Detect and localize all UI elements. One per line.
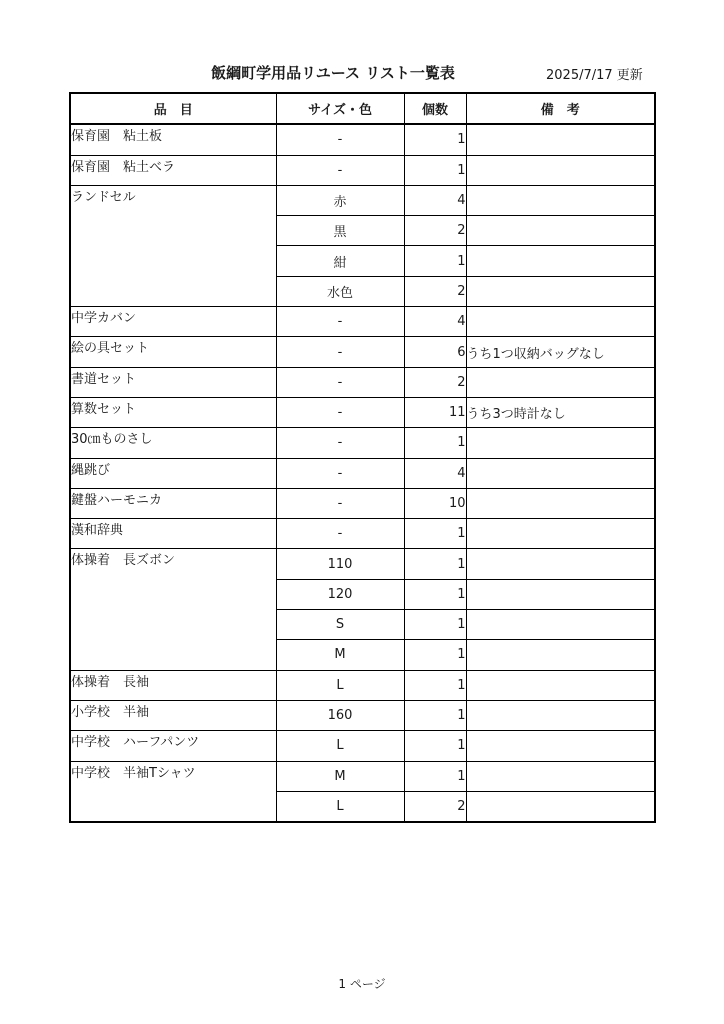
quantity-cell: 1: [404, 246, 466, 276]
quantity-cell: 10: [404, 488, 466, 518]
remarks-cell: [466, 670, 655, 700]
header-remarks: 備 考: [466, 93, 655, 124]
size-color-cell: 120: [276, 579, 404, 609]
table-row: [70, 761, 655, 791]
remarks-cell: [466, 367, 655, 397]
quantity-cell: 1: [404, 700, 466, 730]
quantity-cell: 2: [404, 367, 466, 397]
size-color-cell: L: [276, 670, 404, 700]
item-name-cell: 中学校 半袖Tシャツ: [70, 761, 276, 822]
table-row: [70, 397, 655, 427]
size-color-cell: M: [276, 640, 404, 670]
size-color-cell: -: [276, 458, 404, 488]
item-name-cell: 体操着 長ズボン: [70, 549, 276, 670]
page-number: 1 ページ: [338, 977, 386, 991]
quantity-cell: 4: [404, 185, 466, 215]
quantity-cell: 11: [404, 397, 466, 427]
item-name-cell: 保育園 粘土ベラ: [70, 155, 276, 185]
table-row: [70, 367, 655, 397]
remarks-cell: [466, 307, 655, 337]
table-row: [70, 731, 655, 761]
remarks-cell: [466, 731, 655, 761]
item-name-cell: 算数セット: [70, 397, 276, 427]
table-row: [70, 428, 655, 458]
size-color-cell: -: [276, 428, 404, 458]
quantity-cell: 2: [404, 791, 466, 822]
table-row: [70, 337, 655, 367]
item-name-cell: 鍵盤ハーモニカ: [70, 488, 276, 518]
quantity-cell: 1: [404, 155, 466, 185]
remarks-cell: [466, 488, 655, 518]
remarks-cell: うち3つ時計なし: [466, 397, 655, 427]
size-color-cell: 黒: [276, 216, 404, 246]
quantity-cell: 1: [404, 428, 466, 458]
remarks-cell: [466, 761, 655, 791]
header-size-color: サイズ・色: [276, 93, 404, 124]
header-item: 品 目: [70, 93, 276, 124]
size-color-cell: -: [276, 337, 404, 367]
quantity-cell: 1: [404, 761, 466, 791]
size-color-cell: -: [276, 488, 404, 518]
quantity-cell: 4: [404, 307, 466, 337]
item-name-cell: ランドセル: [70, 185, 276, 306]
remarks-cell: [466, 519, 655, 549]
size-color-cell: M: [276, 761, 404, 791]
document-title: 飯綱町学用品リユース リスト一覧表: [211, 64, 455, 82]
item-name-cell: 30㎝ものさし: [70, 428, 276, 458]
table-row: [70, 549, 655, 579]
quantity-cell: 1: [404, 731, 466, 761]
size-color-cell: -: [276, 155, 404, 185]
quantity-cell: 1: [404, 549, 466, 579]
remarks-cell: [466, 791, 655, 822]
table-row: [70, 307, 655, 337]
remarks-cell: [466, 185, 655, 215]
remarks-cell: [466, 458, 655, 488]
size-color-cell: L: [276, 791, 404, 822]
table-row: [70, 488, 655, 518]
remarks-cell: [466, 610, 655, 640]
size-color-cell: 160: [276, 700, 404, 730]
updated-date: 2025/7/17 更新: [546, 68, 643, 83]
remarks-cell: [466, 428, 655, 458]
size-color-cell: 110: [276, 549, 404, 579]
remarks-cell: [466, 246, 655, 276]
item-name-cell: 体操着 長袖: [70, 670, 276, 700]
size-color-cell: -: [276, 397, 404, 427]
item-name-cell: 縄跳び: [70, 458, 276, 488]
remarks-cell: うち1つ収納バッグなし: [466, 337, 655, 367]
remarks-cell: [466, 216, 655, 246]
quantity-cell: 1: [404, 640, 466, 670]
remarks-cell: [466, 579, 655, 609]
item-name-cell: 中学校 ハーフパンツ: [70, 731, 276, 761]
quantity-cell: 1: [404, 579, 466, 609]
item-name-cell: 保育園 粘土板: [70, 124, 276, 155]
quantity-cell: 2: [404, 216, 466, 246]
item-name-cell: 絵の具セット: [70, 337, 276, 367]
size-color-cell: -: [276, 307, 404, 337]
table-row: [70, 155, 655, 185]
size-color-cell: S: [276, 610, 404, 640]
item-name-cell: 書道セット: [70, 367, 276, 397]
size-color-cell: -: [276, 124, 404, 155]
remarks-cell: [466, 549, 655, 579]
table-header-row: [70, 93, 655, 124]
table-row: [70, 670, 655, 700]
remarks-cell: [466, 640, 655, 670]
table-row: [70, 458, 655, 488]
size-color-cell: L: [276, 731, 404, 761]
reuse-items-table: [69, 92, 656, 823]
size-color-cell: 水色: [276, 276, 404, 306]
quantity-cell: 4: [404, 458, 466, 488]
table-row: [70, 700, 655, 730]
size-color-cell: 紺: [276, 246, 404, 276]
item-name-cell: 中学カバン: [70, 307, 276, 337]
quantity-cell: 1: [404, 610, 466, 640]
quantity-cell: 1: [404, 670, 466, 700]
item-name-cell: 小学校 半袖: [70, 700, 276, 730]
item-name-cell: 漢和辞典: [70, 519, 276, 549]
table-row: [70, 519, 655, 549]
remarks-cell: [466, 276, 655, 306]
quantity-cell: 1: [404, 519, 466, 549]
remarks-cell: [466, 155, 655, 185]
remarks-cell: [466, 124, 655, 155]
quantity-cell: 6: [404, 337, 466, 367]
size-color-cell: -: [276, 367, 404, 397]
size-color-cell: 赤: [276, 185, 404, 215]
size-color-cell: -: [276, 519, 404, 549]
quantity-cell: 2: [404, 276, 466, 306]
quantity-cell: 1: [404, 124, 466, 155]
remarks-cell: [466, 700, 655, 730]
header-quantity: 個数: [404, 93, 466, 124]
table-row: [70, 185, 655, 215]
table-row: [70, 124, 655, 155]
